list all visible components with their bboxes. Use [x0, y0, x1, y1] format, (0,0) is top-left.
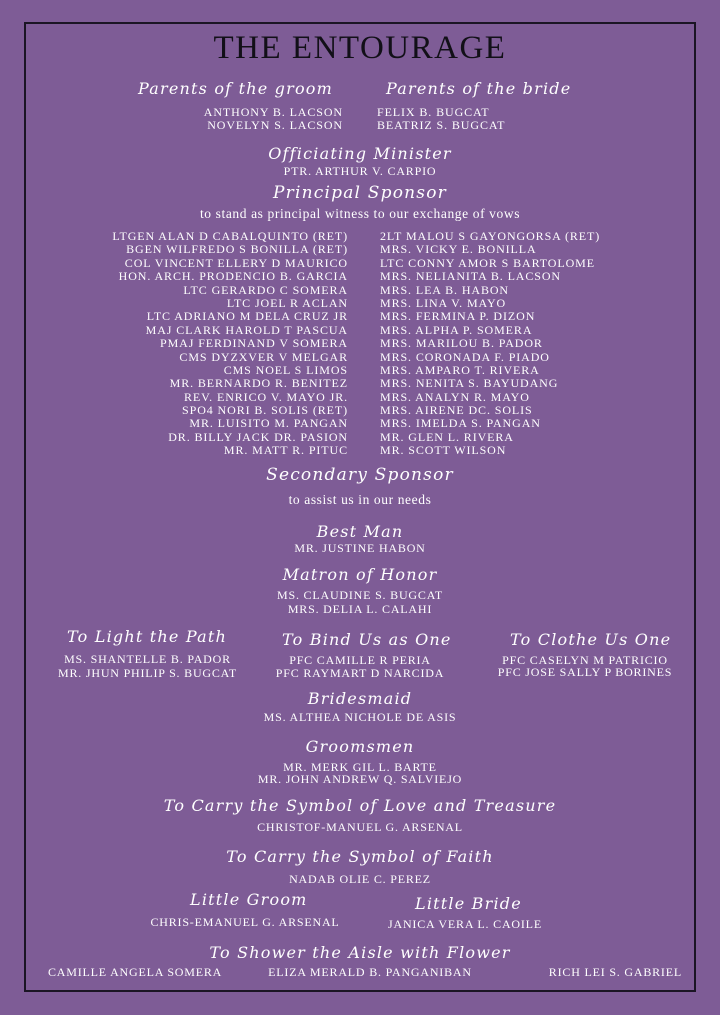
bridesmaid-name: MS. ALTHEA NICHOLE DE ASIS — [263, 710, 457, 724]
clothe-heading: To Clothe Us One — [510, 630, 672, 649]
principal-sponsors-right — [380, 230, 600, 458]
principal-sponsor-name: MRS. VICKY E. BONILLA — [380, 242, 537, 257]
principal-sponsor-name: MRS. IMELDA S. PANGAN — [380, 416, 541, 431]
principal-heading: Principal Sponsor — [273, 183, 447, 203]
clothe-name: PFC JOSE SALLY P BORINES — [497, 665, 673, 679]
principal-sponsor-name: DR. BILLY JACK DR. PASION — [168, 429, 348, 444]
principal-sponsor-name: 2LT MALOU S GAYONGORSA (RET) — [380, 229, 601, 243]
love-name: CHRISTOF-MANUEL G. ARSENAL — [257, 820, 463, 834]
principal-sponsor-name: BGEN WILFREDO S BONILLA (RET) — [126, 242, 348, 257]
principal-sponsor-name: MRS. MARILOU B. PADOR — [380, 336, 543, 351]
principal-sponsor-name: CMS DYZXVER V MELGAR — [179, 349, 348, 364]
page-title: THE ENTOURAGE — [213, 30, 507, 66]
principal-sponsor-name: MAJ CLARK HAROLD T PASCUA — [145, 322, 348, 337]
bride-parent-name: FELIX B. BUGCAT — [377, 105, 490, 119]
principal-sponsor-name: LTC ADRIANO M DELA CRUZ JR — [146, 309, 348, 324]
officiating-name: PTR. ARTHUR V. CARPIO — [283, 164, 437, 178]
principal-sponsor-name: LTC CONNY AMOR S BARTOLOME — [380, 255, 595, 270]
principal-sponsor-name: MRS. LEA B. HABON — [380, 282, 509, 297]
principal-sponsor-name: LTGEN ALAN D CABALQUINTO (RET) — [112, 229, 348, 243]
matron-name: MS. CLAUDINE S. BUGCAT — [277, 588, 443, 602]
secondary-subtitle: to assist us in our needs — [288, 492, 432, 507]
bind-name: PFC CAMILLE R PERIA — [289, 653, 431, 667]
matron-name: MRS. DELIA L. CALAHI — [287, 602, 433, 616]
principal-sponsor-name: MRS. ALPHA P. SOMERA — [380, 322, 533, 337]
bridesmaid-heading: Bridesmaid — [307, 689, 413, 708]
groomsman-name: MR. MERK GIL L. BARTE — [283, 760, 437, 774]
principal-sponsor-name: MRS. NELIANITA B. LACSON — [380, 269, 561, 284]
light-path-heading: To Light the Path — [67, 627, 227, 646]
light-path-name: MS. SHANTELLE B. PADOR — [64, 652, 231, 666]
flower-heading: To Shower the Aisle with Flower — [209, 943, 511, 962]
groom-parents-heading: Parents of the groom — [138, 79, 333, 98]
principal-sponsor-name: MR. LUISITO M. PANGAN — [189, 416, 348, 431]
principal-sponsor-name: MRS. FERMINA P. DIZON — [380, 309, 536, 324]
little-groom-name: CHRIS-EMANUEL G. ARSENAL — [150, 915, 340, 929]
little-bride-heading: Little Bride — [415, 894, 522, 913]
principal-sponsor-name: CMS NOEL S LIMOS — [223, 362, 348, 377]
principal-sponsor-name: MRS. AIRENE DC. SOLIS — [380, 403, 533, 418]
principal-sponsor-name: LTC GERARDO C SOMERA — [183, 282, 348, 297]
best-man-heading: Best Man — [316, 522, 404, 541]
bride-parents-heading: Parents of the bride — [386, 79, 572, 98]
principal-sponsor-name: MRS. ANALYN R. MAYO — [380, 389, 530, 404]
principal-subtitle: to stand as principal witness to our exchange of vows — [199, 206, 521, 221]
principal-sponsor-name: HON. ARCH. PRODENCIO B. GARCIA — [118, 269, 348, 284]
principal-sponsor-name: MR. MATT R. PITUC — [223, 443, 348, 458]
principal-sponsor-name: MRS. LINA V. MAYO — [380, 295, 507, 310]
principal-sponsor-name: MRS. NENITA S. BAYUDANG — [380, 376, 559, 391]
bind-name: PFC RAYMART D NARCIDA — [275, 666, 445, 680]
principal-sponsor-name: PMAJ FERDINAND V SOMERA — [160, 336, 348, 351]
matron-heading: Matron of Honor — [282, 565, 438, 584]
flower-name: RICH LEI S. GABRIEL — [548, 965, 682, 979]
groomsman-name: MR. JOHN ANDREW Q. SALVIEJO — [257, 772, 463, 786]
groomsmen-heading: Groomsmen — [305, 737, 415, 756]
principal-sponsor-name: SPO4 NORI B. SOLIS (RET) — [182, 403, 348, 418]
groom-parent-name: ANTHONY B. LACSON — [203, 105, 343, 119]
bride-parent-name: BEATRIZ S. BUGCAT — [377, 118, 506, 133]
little-groom-heading: Little Groom — [190, 890, 308, 909]
love-heading: To Carry the Symbol of Love and Treasure — [163, 796, 557, 815]
little-bride-name: JANICA VERA L. CAOILE — [388, 917, 542, 931]
clothe-name: PFC CASELYN M PATRICIO — [502, 653, 668, 667]
flower-name: ELIZA MERALD B. PANGANIBAN — [268, 965, 472, 979]
principal-sponsor-name: COL VINCENT ELLERY D MAURICO — [124, 255, 348, 270]
principal-sponsor-name: MR. BERNARDO R. BENITEZ — [169, 376, 348, 391]
bride-parents-list — [377, 106, 505, 133]
principal-sponsor-name: MRS. CORONADA F. PIADO — [380, 349, 550, 364]
principal-sponsor-name: MRS. AMPARO T. RIVERA — [380, 362, 540, 377]
faith-name: NADAB OLIE C. PEREZ — [289, 872, 431, 886]
principal-sponsors-left — [112, 230, 348, 458]
principal-sponsor-name: MR. GLEN L. RIVERA — [380, 429, 514, 444]
groom-parents-list — [204, 106, 343, 133]
flower-name: CAMILLE ANGELA SOMERA — [48, 965, 223, 979]
secondary-heading: Secondary Sponsor — [266, 465, 454, 485]
principal-sponsor-name: REV. ENRICO V. MAYO JR. — [184, 389, 348, 404]
officiating-heading: Officiating Minister — [268, 144, 452, 163]
light-path-name: MR. JHUN PHILIP S. BUGCAT — [58, 666, 237, 680]
bind-heading: To Bind Us as One — [282, 630, 452, 649]
principal-sponsor-name: MR. SCOTT WILSON — [380, 443, 507, 458]
faith-heading: To Carry the Symbol of Faith — [226, 847, 494, 866]
best-man-name: MR. JUSTINE HABON — [294, 541, 426, 555]
principal-sponsor-name: LTC JOEL R ACLAN — [226, 295, 348, 310]
groom-parent-name: NOVELYN S. LACSON — [207, 118, 343, 133]
